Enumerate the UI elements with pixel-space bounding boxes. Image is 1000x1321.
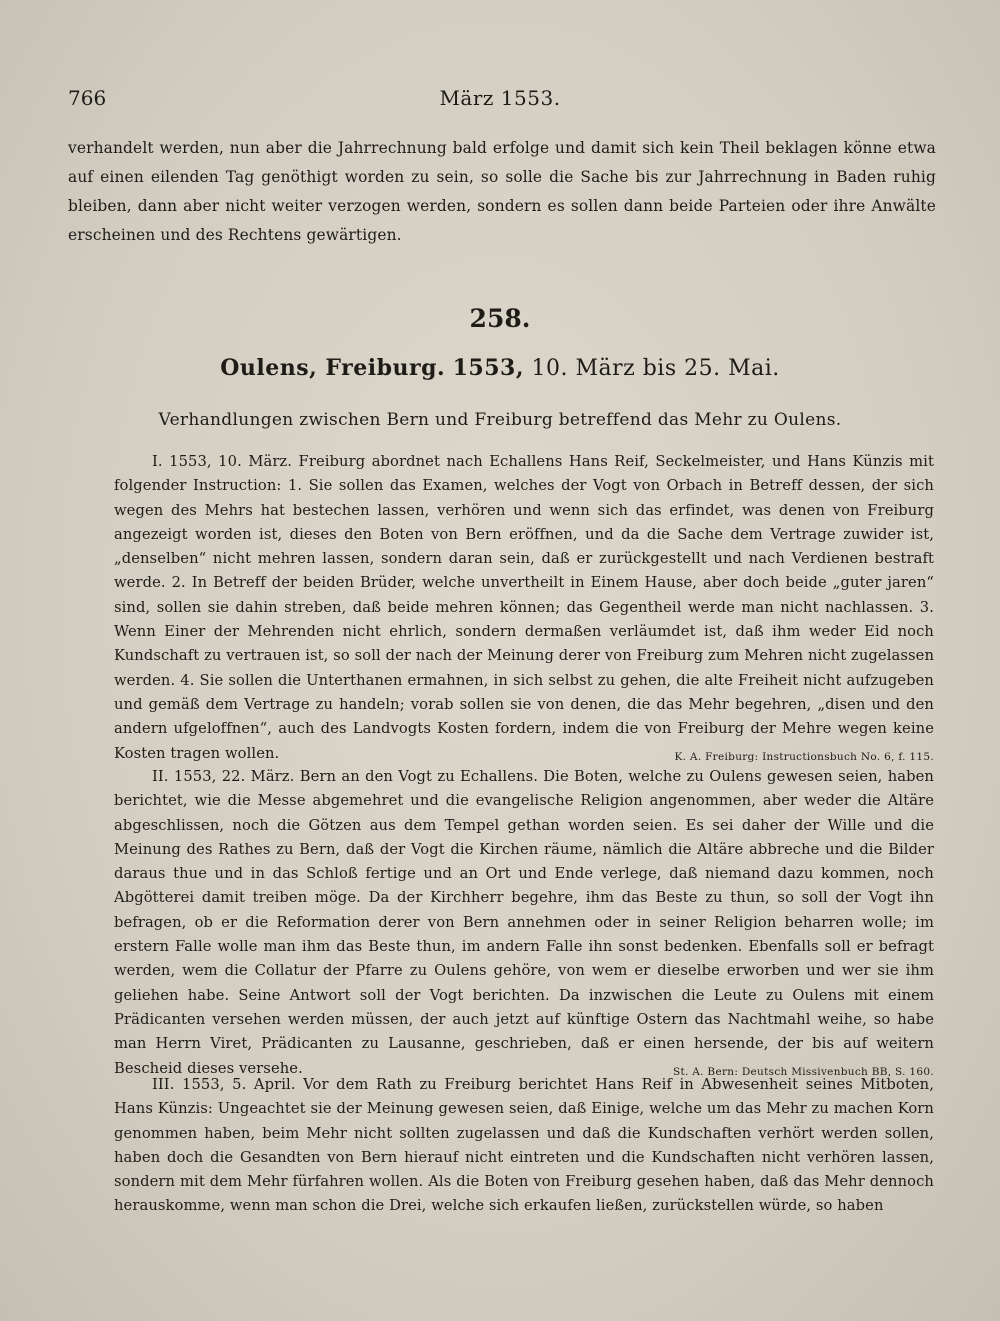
section-3-label: III. 1553, 5. April. <box>152 1076 296 1093</box>
title-year: 1553, <box>452 355 524 381</box>
section-2-text: Bern an den Vogt zu Echallens. Die Boten, welche zu Oulens gewesen seien, haben berichtet, wie die Messe abgemehret und die evangelische Religion angenommen, aber weder die Altäre abgeschlissen, noch die Götzen aus dem Tempel gethan worden seien. Es sei daher der Wille und die Meinung des Rathes zu Bern, daß der Vogt die Kirchen räume, nämlich die Altäre abbreche und die Bilder daraus thue und in das Schloß fertige und an Ort und Ende verlege, daß niemand dazu kommen, noch Abgötterei damit treiben möge. Da der Kirchherr begehre, ihm das Beste zu thun, so soll der Vogt ihn befragen, ob er die Reformation derer von Bern annehmen oder in seiner Religion beharren wolle; im erstern Falle wolle man ihm das Beste thun, im andern Falle ihn sonst bedenken. Ebenfalls soll er befragt werden, wem die Collatur der Pfarre zu Oulens gehöre, von wem er dieselbe erworben und wer sie ihm geliehen habe. Seine Antwort soll der Vogt berichten. Da inzwischen die Leute zu Oulens mit einem Prädicanten versehen werden müssen, der auch jetzt auf künftige Ostern das Nachtmahl weihe, so habe man Herrn Viret, Prädicanten zu Lausanne, geschrieben, daß er einen hersende, der bis auf weitern Bescheid dieses versehe. <box>114 768 934 1077</box>
running-head: März 1553. <box>439 86 561 110</box>
document-number: 258. <box>469 304 531 333</box>
section-1-text: Freiburg abordnet nach Echallens Hans Reif, Seckelmeister, und Hans Künzis mit folgender Instruction: 1. Sie sollen das Examen, welches der Vogt von Orbach in Betreff dessen, der sich wegen des Mehrs hat bestechen lassen, verhören und wenn sich das erfindet, was denen von Freiburg angezeigt worden ist, dieses den Boten von Bern eröffnen, und da die Sache dem Vertrage zuwider ist, „denselben“ nicht mehren lassen, sondern daran sein, daß er zurückgestellt und nach Verdienen bestraft werde. 2. In Betreff der beiden Brüder, welche unvertheilt in Einem Hause, aber doch beide „guter jaren“ sind, sollen sie dahin streben, daß beide mehren können; das Gegentheil werde man nicht nachlassen. 3. Wenn Einer der Mehrenden nicht ehrlich, sondern dermaßen verläumdet ist, daß ihm weder Eid noch Kundschaft zu vertrauen ist, so soll der nach der Meinung derer von Freiburg zum Mehren nicht zugelassen werden. 4. Sie sollen die Unterthanen ermahnen, in sich selbst zu gehen, die alte Freiheit nicht aufzugeben und gemäß dem Vertrage zu handeln; vorab sollen sie von denen, die das Mehr begehren, „disen und den andern ufgeloffnen“, auch des Landvogts Kosten fordern, indem die von Freiburg der Mehre wegen keine Kosten tragen wollen. <box>114 453 934 762</box>
section-1 <box>114 450 934 764</box>
document-title <box>0 355 1000 381</box>
section-2 <box>114 765 934 1079</box>
title-place: Oulens, Freiburg. <box>220 355 446 381</box>
section-2-source: St. A. Bern: Deutsch Missivenbuch BB, S. 160. <box>672 1065 934 1078</box>
section-3-paragraph <box>114 1073 934 1219</box>
section-3 <box>114 1073 934 1219</box>
page-number: 766 <box>68 86 107 110</box>
document-subtitle: Verhandlungen zwischen Bern und Freiburg betreffend das Mehr zu Oulens. <box>158 410 842 430</box>
section-1-paragraph <box>114 450 934 766</box>
section-2-label: II. 1553, 22. März. <box>152 768 295 785</box>
title-date-range: 10. März bis 25. Mai. <box>531 356 780 381</box>
section-1-label: I. 1553, 10. März. <box>152 453 293 470</box>
page-header <box>68 86 932 116</box>
intro-paragraph: verhandelt werden, nun aber die Jahrrechnung bald erfolge und damit sich kein Theil beklagen könne etwa auf einen eilenden Tag genöthigt worden zu sein, so solle die Sache bis zur Jahrrechnung in Baden ruhig bleiben, dann aber nicht weiter verzogen werden, sondern es sollen dann beide Parteien oder ihre Anwälte erscheinen und des Rechtens gewärtigen. <box>68 139 936 244</box>
section-2-paragraph <box>114 765 934 1081</box>
section-1-source: K. A. Freiburg: Instructionsbuch No. 6, f. 115. <box>674 750 934 763</box>
section-3-text: Vor dem Rath zu Freiburg berichtet Hans Reif in Abwesenheit seines Mitboten, Hans Künzis: Ungeachtet sie der Meinung gewesen seien, daß Einige, welche um das Mehr zu machen Korn genommen haben, beim Mehr nicht sollten zugelassen und daß die Kundschaften verhört werden sollen, haben doch die Gesandten von Bern hierauf nicht eintreten und die Kundschaften nicht verhören lassen, sondern mit dem Mehr fürfahren wollen. Als die Boten von Freiburg gesehen haben, daß das Mehr dennoch herauskomme, wenn man schon die Drei, welche sich erkaufen ließen, zurückstellen würde, so haben <box>114 1076 934 1215</box>
